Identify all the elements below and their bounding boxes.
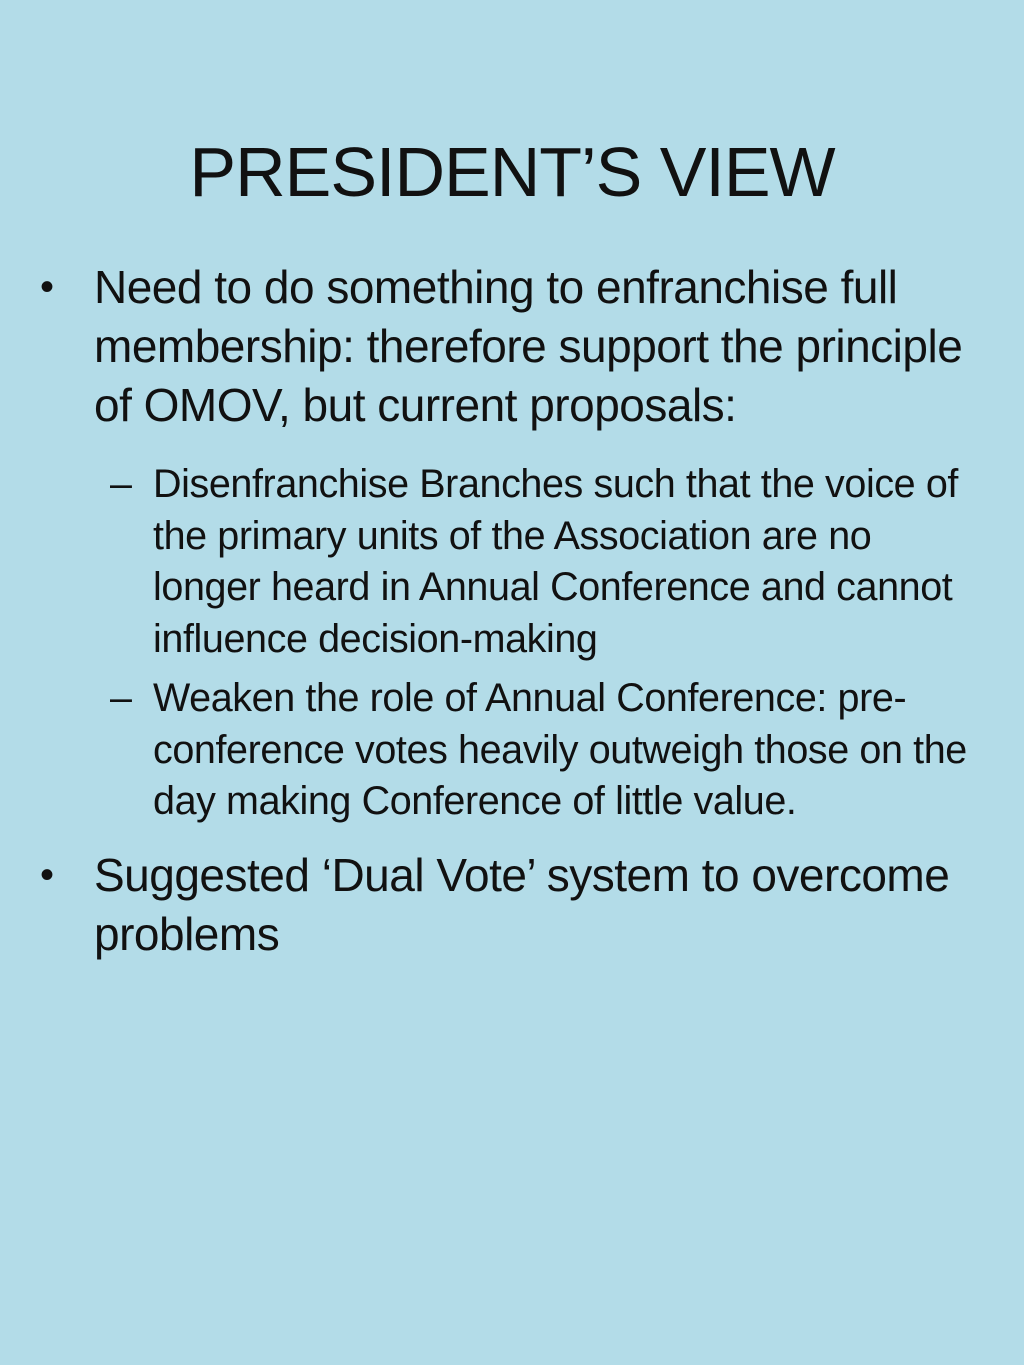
slide-body: [40, 258, 980, 964]
bullet-item: [40, 258, 980, 435]
sub-bullet-list: [110, 459, 980, 828]
bullet-marker: •: [40, 852, 54, 897]
bullet-item: [40, 846, 980, 964]
slide-title: PRESIDENT’S VIEW: [189, 133, 835, 211]
sub-bullet-item: [110, 673, 980, 828]
dash-marker: –: [110, 462, 132, 506]
bullet-marker: •: [40, 265, 54, 309]
bullet-text: Need to do something to enfranchise full membership: therefore support the principle of OMOV, but current proposals:: [94, 261, 963, 431]
bullet-text: Suggested ‘Dual Vote’ system to overcome problems: [94, 848, 950, 960]
sub-bullet-text: Disenfranchise Branches such that the voice of the primary units of the Association are no longer heard in Annual Conference and cannot influence decision-making: [153, 462, 958, 661]
dash-marker: –: [110, 676, 132, 720]
sub-bullet-item: [110, 459, 980, 665]
sub-bullet-text: Weaken the role of Annual Conference: pre-conference votes heavily outweigh those on the day making Conference of little value.: [153, 676, 967, 823]
